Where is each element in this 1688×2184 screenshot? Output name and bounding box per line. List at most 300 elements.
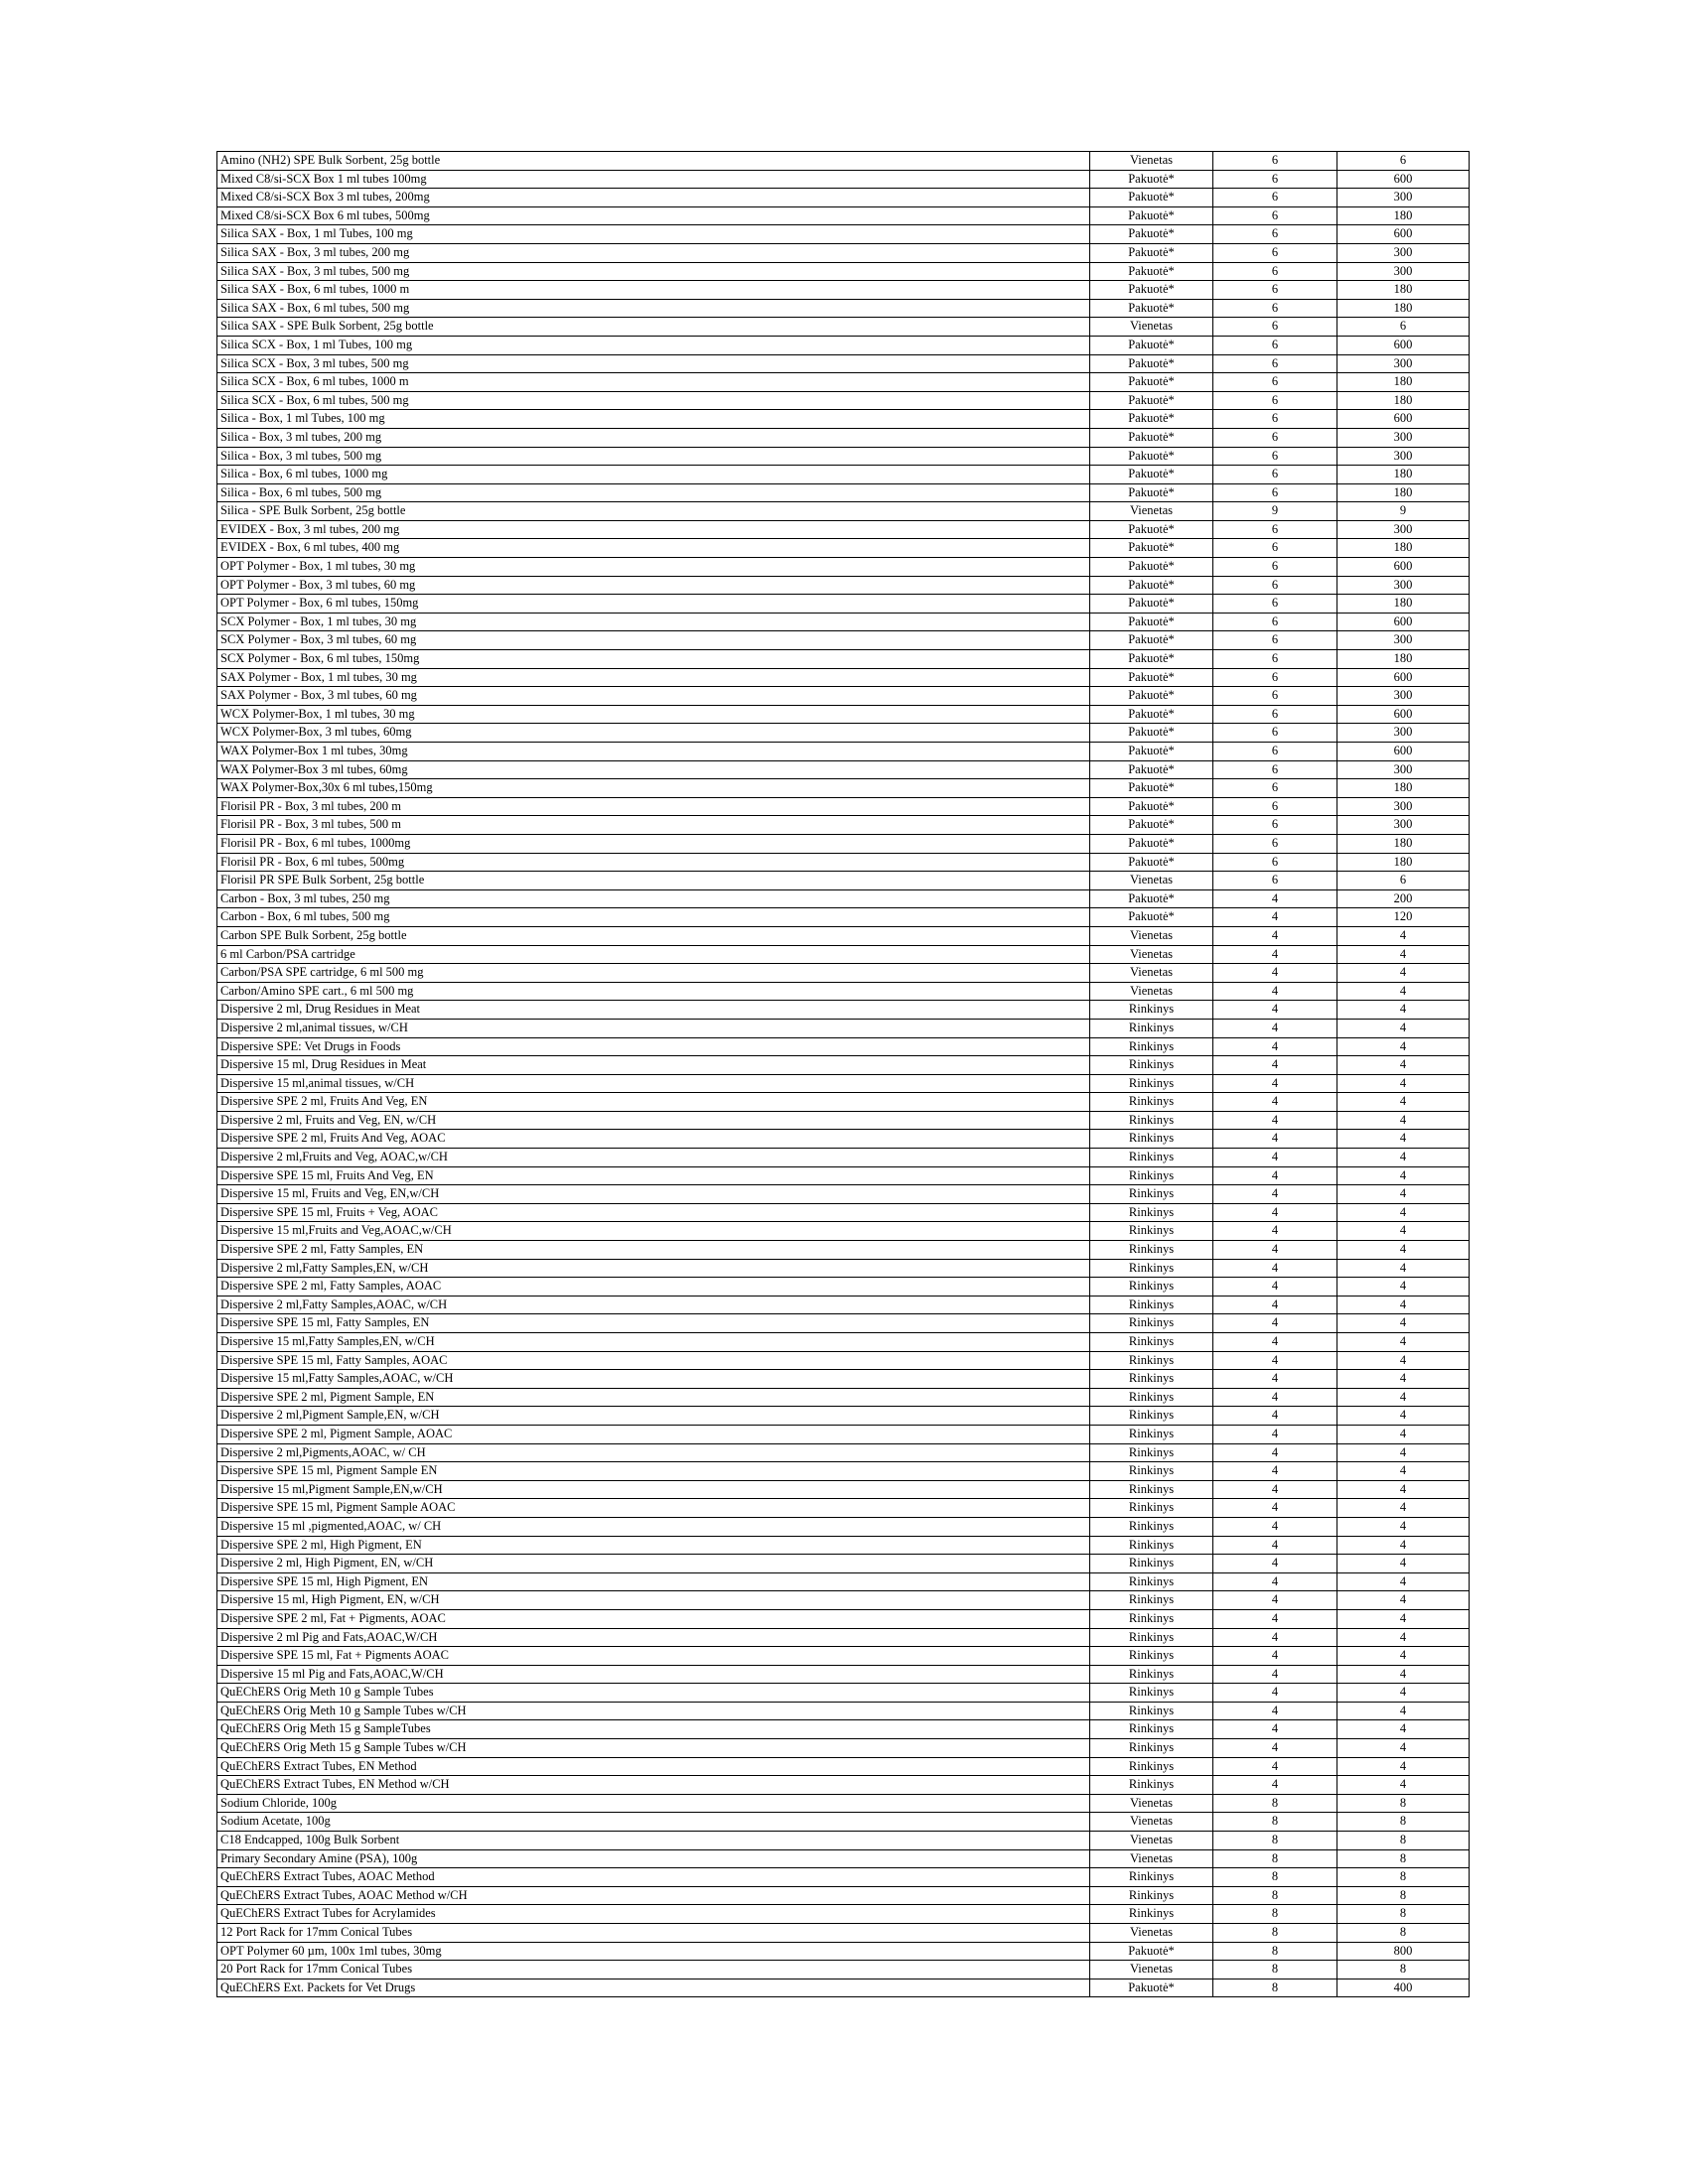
total-cell: 180	[1337, 281, 1470, 300]
quantity-cell: 6	[1213, 631, 1337, 650]
product-name-cell: Dispersive SPE 15 ml, Pigment Sample EN	[217, 1462, 1090, 1481]
unit-cell: Pakuotė*	[1090, 687, 1213, 706]
product-name-cell: Dispersive 15 ml Pig and Fats,AOAC,W/CH	[217, 1665, 1090, 1684]
unit-cell: Pakuotė*	[1090, 613, 1213, 631]
quantity-cell: 4	[1213, 1609, 1337, 1628]
table-row	[217, 1462, 1470, 1481]
total-cell: 8	[1337, 1924, 1470, 1943]
product-name-cell: OPT Polymer - Box, 6 ml tubes, 150mg	[217, 595, 1090, 614]
unit-cell: Vienetas	[1090, 502, 1213, 521]
table-row	[217, 1536, 1470, 1555]
product-name-cell: Silica - Box, 6 ml tubes, 1000 mg	[217, 466, 1090, 484]
unit-cell: Vienetas	[1090, 318, 1213, 337]
quantity-cell: 4	[1213, 1480, 1337, 1499]
table-row	[217, 520, 1470, 539]
quantity-cell: 4	[1213, 1517, 1337, 1536]
total-cell: 8	[1337, 1849, 1470, 1868]
unit-cell: Pakuotė*	[1090, 336, 1213, 354]
total-cell: 600	[1337, 170, 1470, 189]
product-name-cell: Silica SCX - Box, 3 ml tubes, 500 mg	[217, 354, 1090, 373]
quantity-cell: 4	[1213, 1333, 1337, 1352]
table-row	[217, 410, 1470, 429]
quantity-cell: 6	[1213, 225, 1337, 244]
total-cell: 600	[1337, 410, 1470, 429]
quantity-cell: 6	[1213, 576, 1337, 595]
table-row	[217, 281, 1470, 300]
quantity-cell: 4	[1213, 908, 1337, 927]
product-name-cell: Dispersive SPE 15 ml, Fatty Samples, AOAC	[217, 1351, 1090, 1370]
unit-cell: Vienetas	[1090, 926, 1213, 945]
total-cell: 180	[1337, 834, 1470, 853]
quantity-cell: 4	[1213, 1037, 1337, 1056]
unit-cell: Rinkinys	[1090, 1480, 1213, 1499]
product-name-cell: Dispersive SPE 2 ml, Fat + Pigments, AOAC	[217, 1609, 1090, 1628]
total-cell: 300	[1337, 816, 1470, 835]
quantity-cell: 8	[1213, 1868, 1337, 1887]
total-cell: 180	[1337, 853, 1470, 872]
table-row	[217, 816, 1470, 835]
quantity-cell: 6	[1213, 466, 1337, 484]
quantity-cell: 6	[1213, 447, 1337, 466]
total-cell: 4	[1337, 1665, 1470, 1684]
unit-cell: Rinkinys	[1090, 1241, 1213, 1260]
total-cell: 4	[1337, 1259, 1470, 1278]
unit-cell: Rinkinys	[1090, 1757, 1213, 1776]
total-cell: 4	[1337, 1333, 1470, 1352]
unit-cell: Rinkinys	[1090, 1370, 1213, 1389]
table-row	[217, 1111, 1470, 1130]
product-name-cell: WCX Polymer-Box, 1 ml tubes, 30 mg	[217, 705, 1090, 724]
product-name-cell: Mixed C8/si-SCX Box 1 ml tubes 100mg	[217, 170, 1090, 189]
product-name-cell: Florisil PR SPE Bulk Sorbent, 25g bottle	[217, 872, 1090, 890]
quantity-cell: 4	[1213, 1314, 1337, 1333]
quantity-cell: 6	[1213, 595, 1337, 614]
total-cell: 4	[1337, 1370, 1470, 1389]
product-name-cell: Silica SAX - Box, 3 ml tubes, 200 mg	[217, 243, 1090, 262]
quantity-cell: 4	[1213, 982, 1337, 1001]
product-name-cell: Dispersive SPE 2 ml, Fatty Samples, EN	[217, 1241, 1090, 1260]
product-name-cell: Florisil PR - Box, 6 ml tubes, 1000mg	[217, 834, 1090, 853]
total-cell: 180	[1337, 779, 1470, 798]
product-name-cell: Silica - Box, 3 ml tubes, 500 mg	[217, 447, 1090, 466]
product-name-cell: WCX Polymer-Box, 3 ml tubes, 60mg	[217, 724, 1090, 743]
unit-cell: Pakuotė*	[1090, 170, 1213, 189]
unit-cell: Pakuotė*	[1090, 447, 1213, 466]
table-row	[217, 1425, 1470, 1443]
quantity-cell: 8	[1213, 1832, 1337, 1850]
product-name-cell: Silica SAX - Box, 6 ml tubes, 500 mg	[217, 299, 1090, 318]
total-cell: 300	[1337, 447, 1470, 466]
product-name-cell: Dispersive SPE 15 ml, High Pigment, EN	[217, 1572, 1090, 1591]
unit-cell: Vienetas	[1090, 1961, 1213, 1979]
quantity-cell: 8	[1213, 1794, 1337, 1813]
product-name-cell: QuEChERS Extract Tubes, AOAC Method	[217, 1868, 1090, 1887]
table-row	[217, 189, 1470, 207]
unit-cell: Vienetas	[1090, 964, 1213, 983]
total-cell: 180	[1337, 539, 1470, 558]
quantity-cell: 6	[1213, 410, 1337, 429]
total-cell: 300	[1337, 262, 1470, 281]
total-cell: 8	[1337, 1886, 1470, 1905]
total-cell: 300	[1337, 243, 1470, 262]
unit-cell: Pakuotė*	[1090, 391, 1213, 410]
unit-cell: Vienetas	[1090, 1813, 1213, 1832]
table-row	[217, 779, 1470, 798]
product-name-cell: Dispersive 15 ml,Pigment Sample,EN,w/CH	[217, 1480, 1090, 1499]
table-row	[217, 687, 1470, 706]
product-name-cell: Dispersive 2 ml, Drug Residues in Meat	[217, 1001, 1090, 1020]
product-name-cell: Carbon/PSA SPE cartridge, 6 ml 500 mg	[217, 964, 1090, 983]
total-cell: 4	[1337, 1425, 1470, 1443]
table-row	[217, 1203, 1470, 1222]
quantity-cell: 6	[1213, 760, 1337, 779]
unit-cell: Pakuotė*	[1090, 779, 1213, 798]
total-cell: 300	[1337, 520, 1470, 539]
table-row	[217, 1665, 1470, 1684]
quantity-cell: 6	[1213, 206, 1337, 225]
table-row	[217, 1720, 1470, 1739]
unit-cell: Pakuotė*	[1090, 760, 1213, 779]
total-cell: 4	[1337, 1203, 1470, 1222]
product-name-cell: Dispersive SPE 2 ml, Pigment Sample, AOAC	[217, 1425, 1090, 1443]
product-name-cell: 6 ml Carbon/PSA cartridge	[217, 945, 1090, 964]
product-name-cell: Dispersive SPE 2 ml, Fatty Samples, AOAC	[217, 1278, 1090, 1297]
total-cell: 8	[1337, 1813, 1470, 1832]
unit-cell: Rinkinys	[1090, 1868, 1213, 1887]
quantity-cell: 4	[1213, 1185, 1337, 1204]
product-name-cell: Sodium Acetate, 100g	[217, 1813, 1090, 1832]
total-cell: 300	[1337, 724, 1470, 743]
total-cell: 4	[1337, 1111, 1470, 1130]
product-name-cell: Silica - Box, 6 ml tubes, 500 mg	[217, 483, 1090, 502]
total-cell: 600	[1337, 743, 1470, 761]
quantity-cell: 6	[1213, 373, 1337, 392]
unit-cell: Pakuotė*	[1090, 410, 1213, 429]
unit-cell: Rinkinys	[1090, 1886, 1213, 1905]
quantity-cell: 4	[1213, 1074, 1337, 1093]
product-name-cell: Dispersive 15 ml ,pigmented,AOAC, w/ CH	[217, 1517, 1090, 1536]
quantity-cell: 4	[1213, 1720, 1337, 1739]
table-row	[217, 853, 1470, 872]
total-cell: 180	[1337, 299, 1470, 318]
total-cell: 200	[1337, 889, 1470, 908]
total-cell: 180	[1337, 650, 1470, 669]
total-cell: 600	[1337, 336, 1470, 354]
quantity-cell: 4	[1213, 889, 1337, 908]
product-name-cell: Dispersive SPE 15 ml, Fatty Samples, EN	[217, 1314, 1090, 1333]
table-row	[217, 1924, 1470, 1943]
quantity-cell: 6	[1213, 834, 1337, 853]
product-name-cell: QuEChERS Orig Meth 10 g Sample Tubes w/CH	[217, 1702, 1090, 1720]
total-cell: 4	[1337, 1499, 1470, 1518]
quantity-cell: 6	[1213, 520, 1337, 539]
product-name-cell: 20 Port Rack for 17mm Conical Tubes	[217, 1961, 1090, 1979]
total-cell: 4	[1337, 1591, 1470, 1610]
product-name-cell: Mixed C8/si-SCX Box 3 ml tubes, 200mg	[217, 189, 1090, 207]
unit-cell: Pakuotė*	[1090, 743, 1213, 761]
table-row	[217, 1905, 1470, 1924]
table-row	[217, 1093, 1470, 1112]
product-name-cell: SCX Polymer - Box, 1 ml tubes, 30 mg	[217, 613, 1090, 631]
table-row	[217, 1739, 1470, 1758]
unit-cell: Rinkinys	[1090, 1203, 1213, 1222]
unit-cell: Pakuotė*	[1090, 539, 1213, 558]
product-name-cell: Dispersive 2 ml,animal tissues, w/CH	[217, 1019, 1090, 1037]
unit-cell: Pakuotė*	[1090, 908, 1213, 927]
product-name-cell: Dispersive SPE 2 ml, High Pigment, EN	[217, 1536, 1090, 1555]
product-name-cell: Dispersive 15 ml, High Pigment, EN, w/CH	[217, 1591, 1090, 1610]
product-name-cell: QuEChERS Ext. Packets for Vet Drugs	[217, 1979, 1090, 1997]
table-row	[217, 1684, 1470, 1703]
table-row	[217, 1407, 1470, 1426]
unit-cell: Vienetas	[1090, 1924, 1213, 1943]
unit-cell: Rinkinys	[1090, 1056, 1213, 1075]
table-row	[217, 1979, 1470, 1997]
quantity-cell: 6	[1213, 336, 1337, 354]
product-name-cell: Florisil PR - Box, 3 ml tubes, 500 m	[217, 816, 1090, 835]
quantity-cell: 4	[1213, 1536, 1337, 1555]
quantity-cell: 4	[1213, 1499, 1337, 1518]
total-cell: 6	[1337, 872, 1470, 890]
product-name-cell: Silica SCX - Box, 6 ml tubes, 500 mg	[217, 391, 1090, 410]
unit-cell: Pakuotė*	[1090, 853, 1213, 872]
unit-cell: Rinkinys	[1090, 1591, 1213, 1610]
quantity-cell: 8	[1213, 1979, 1337, 1997]
quantity-cell: 8	[1213, 1849, 1337, 1868]
unit-cell: Rinkinys	[1090, 1278, 1213, 1297]
total-cell: 600	[1337, 558, 1470, 577]
unit-cell: Rinkinys	[1090, 1647, 1213, 1666]
unit-cell: Rinkinys	[1090, 1776, 1213, 1795]
product-name-cell: Dispersive 2 ml,Fruits and Veg, AOAC,w/CH	[217, 1149, 1090, 1167]
table-row	[217, 1278, 1470, 1297]
quantity-cell: 4	[1213, 1296, 1337, 1314]
product-name-cell: Dispersive SPE 2 ml, Fruits And Veg, EN	[217, 1093, 1090, 1112]
quantity-cell: 4	[1213, 1166, 1337, 1185]
product-name-cell: WAX Polymer-Box,30x 6 ml tubes,150mg	[217, 779, 1090, 798]
quantity-cell: 6	[1213, 299, 1337, 318]
unit-cell: Pakuotė*	[1090, 797, 1213, 816]
product-name-cell: Dispersive 15 ml,Fatty Samples,EN, w/CH	[217, 1333, 1090, 1352]
quantity-cell: 4	[1213, 1739, 1337, 1758]
product-name-cell: QuEChERS Extract Tubes for Acrylamides	[217, 1905, 1090, 1924]
unit-cell: Rinkinys	[1090, 1720, 1213, 1739]
quantity-cell: 6	[1213, 189, 1337, 207]
table-row	[217, 1628, 1470, 1647]
table-row	[217, 428, 1470, 447]
table-row	[217, 743, 1470, 761]
product-name-cell: Dispersive SPE 2 ml, Fruits And Veg, AOAC	[217, 1130, 1090, 1149]
product-name-cell: Carbon SPE Bulk Sorbent, 25g bottle	[217, 926, 1090, 945]
table-row	[217, 243, 1470, 262]
unit-cell: Pakuotė*	[1090, 724, 1213, 743]
quantity-cell: 6	[1213, 853, 1337, 872]
unit-cell: Pakuotė*	[1090, 595, 1213, 614]
table-row	[217, 466, 1470, 484]
product-name-cell: Dispersive SPE 15 ml, Fruits + Veg, AOAC	[217, 1203, 1090, 1222]
total-cell: 4	[1337, 1517, 1470, 1536]
product-name-cell: Dispersive 2 ml Pig and Fats,AOAC,W/CH	[217, 1628, 1090, 1647]
product-name-cell: Carbon - Box, 6 ml tubes, 500 mg	[217, 908, 1090, 927]
product-name-cell: Dispersive 2 ml,Fatty Samples,AOAC, w/CH	[217, 1296, 1090, 1314]
quantity-cell: 4	[1213, 1001, 1337, 1020]
product-name-cell: QuEChERS Extract Tubes, EN Method	[217, 1757, 1090, 1776]
quantity-cell: 4	[1213, 1555, 1337, 1573]
quantity-cell: 6	[1213, 743, 1337, 761]
quantity-cell: 4	[1213, 945, 1337, 964]
quantity-cell: 4	[1213, 1757, 1337, 1776]
table-row	[217, 206, 1470, 225]
table-row	[217, 1609, 1470, 1628]
quantity-cell: 6	[1213, 428, 1337, 447]
table-row	[217, 1832, 1470, 1850]
unit-cell: Pakuotė*	[1090, 189, 1213, 207]
product-name-cell: Dispersive SPE: Vet Drugs in Foods	[217, 1037, 1090, 1056]
table-row	[217, 447, 1470, 466]
product-name-cell: EVIDEX - Box, 6 ml tubes, 400 mg	[217, 539, 1090, 558]
product-name-cell: Silica SAX - Box, 1 ml Tubes, 100 mg	[217, 225, 1090, 244]
product-name-cell: Primary Secondary Amine (PSA), 100g	[217, 1849, 1090, 1868]
total-cell: 4	[1337, 945, 1470, 964]
unit-cell: Rinkinys	[1090, 1407, 1213, 1426]
product-name-cell: C18 Endcapped, 100g Bulk Sorbent	[217, 1832, 1090, 1850]
table-row	[217, 872, 1470, 890]
unit-cell: Vienetas	[1090, 945, 1213, 964]
total-cell: 4	[1337, 1684, 1470, 1703]
unit-cell: Pakuotė*	[1090, 668, 1213, 687]
quantity-cell: 6	[1213, 391, 1337, 410]
quantity-cell: 6	[1213, 483, 1337, 502]
product-name-cell: Silica SAX - Box, 3 ml tubes, 500 mg	[217, 262, 1090, 281]
total-cell: 4	[1337, 1443, 1470, 1462]
total-cell: 4	[1337, 1019, 1470, 1037]
quantity-cell: 4	[1213, 1351, 1337, 1370]
table-row	[217, 1813, 1470, 1832]
unit-cell: Pakuotė*	[1090, 705, 1213, 724]
total-cell: 4	[1337, 1628, 1470, 1647]
unit-cell: Rinkinys	[1090, 1037, 1213, 1056]
table-row	[217, 1572, 1470, 1591]
product-name-cell: Carbon - Box, 3 ml tubes, 250 mg	[217, 889, 1090, 908]
total-cell: 4	[1337, 1314, 1470, 1333]
product-table	[216, 151, 1470, 1997]
unit-cell: Vienetas	[1090, 1832, 1213, 1850]
unit-cell: Vienetas	[1090, 1849, 1213, 1868]
product-name-cell: QuEChERS Orig Meth 15 g Sample Tubes w/CH	[217, 1739, 1090, 1758]
unit-cell: Pakuotė*	[1090, 262, 1213, 281]
product-name-cell: SAX Polymer - Box, 1 ml tubes, 30 mg	[217, 668, 1090, 687]
total-cell: 300	[1337, 631, 1470, 650]
product-name-cell: Silica SCX - Box, 6 ml tubes, 1000 m	[217, 373, 1090, 392]
total-cell: 4	[1337, 1278, 1470, 1297]
unit-cell: Vienetas	[1090, 872, 1213, 890]
table-row	[217, 1776, 1470, 1795]
unit-cell: Rinkinys	[1090, 1074, 1213, 1093]
total-cell: 4	[1337, 1222, 1470, 1241]
quantity-cell: 8	[1213, 1961, 1337, 1979]
unit-cell: Rinkinys	[1090, 1684, 1213, 1703]
quantity-cell: 6	[1213, 243, 1337, 262]
unit-cell: Pakuotė*	[1090, 225, 1213, 244]
product-name-cell: Dispersive 2 ml,Pigment Sample,EN, w/CH	[217, 1407, 1090, 1426]
product-name-cell: Dispersive SPE 15 ml, Pigment Sample AOAC	[217, 1499, 1090, 1518]
quantity-cell: 4	[1213, 1388, 1337, 1407]
product-name-cell: Florisil PR - Box, 6 ml tubes, 500mg	[217, 853, 1090, 872]
quantity-cell: 4	[1213, 1278, 1337, 1297]
product-name-cell: SAX Polymer - Box, 3 ml tubes, 60 mg	[217, 687, 1090, 706]
total-cell: 4	[1337, 1555, 1470, 1573]
table-row	[217, 834, 1470, 853]
unit-cell: Rinkinys	[1090, 1572, 1213, 1591]
total-cell: 4	[1337, 1407, 1470, 1426]
unit-cell: Pakuotė*	[1090, 889, 1213, 908]
product-name-cell: EVIDEX - Box, 3 ml tubes, 200 mg	[217, 520, 1090, 539]
total-cell: 4	[1337, 1462, 1470, 1481]
total-cell: 180	[1337, 373, 1470, 392]
unit-cell: Pakuotė*	[1090, 281, 1213, 300]
table-row	[217, 613, 1470, 631]
quantity-cell: 6	[1213, 816, 1337, 835]
product-name-cell: Dispersive 2 ml, Fruits and Veg, EN, w/CH	[217, 1111, 1090, 1130]
total-cell: 4	[1337, 1130, 1470, 1149]
quantity-cell: 4	[1213, 964, 1337, 983]
table-row	[217, 926, 1470, 945]
table-row	[217, 982, 1470, 1001]
product-name-cell: Silica - Box, 1 ml Tubes, 100 mg	[217, 410, 1090, 429]
total-cell: 4	[1337, 1093, 1470, 1112]
quantity-cell: 4	[1213, 1370, 1337, 1389]
table-row	[217, 1443, 1470, 1462]
product-name-cell: Silica SCX - Box, 1 ml Tubes, 100 mg	[217, 336, 1090, 354]
table-row	[217, 650, 1470, 669]
table-row	[217, 1185, 1470, 1204]
table-row	[217, 1757, 1470, 1776]
table-row	[217, 760, 1470, 779]
quantity-cell: 4	[1213, 1591, 1337, 1610]
total-cell: 8	[1337, 1832, 1470, 1850]
unit-cell: Rinkinys	[1090, 1499, 1213, 1518]
total-cell: 4	[1337, 1001, 1470, 1020]
product-name-cell: QuEChERS Orig Meth 10 g Sample Tubes	[217, 1684, 1090, 1703]
total-cell: 4	[1337, 1572, 1470, 1591]
unit-cell: Pakuotė*	[1090, 373, 1213, 392]
total-cell: 4	[1337, 1296, 1470, 1314]
table-row	[217, 1314, 1470, 1333]
unit-cell: Rinkinys	[1090, 1555, 1213, 1573]
product-name-cell: Mixed C8/si-SCX Box 6 ml tubes, 500mg	[217, 206, 1090, 225]
total-cell: 600	[1337, 225, 1470, 244]
total-cell: 4	[1337, 1702, 1470, 1720]
total-cell: 180	[1337, 206, 1470, 225]
total-cell: 4	[1337, 964, 1470, 983]
total-cell: 4	[1337, 1037, 1470, 1056]
table-row	[217, 318, 1470, 337]
table-row	[217, 1370, 1470, 1389]
unit-cell: Vienetas	[1090, 1794, 1213, 1813]
unit-cell: Pakuotė*	[1090, 650, 1213, 669]
total-cell: 180	[1337, 466, 1470, 484]
product-name-cell: QuEChERS Orig Meth 15 g SampleTubes	[217, 1720, 1090, 1739]
quantity-cell: 4	[1213, 1130, 1337, 1149]
unit-cell: Rinkinys	[1090, 1296, 1213, 1314]
quantity-cell: 4	[1213, 1259, 1337, 1278]
total-cell: 400	[1337, 1979, 1470, 1997]
quantity-cell: 4	[1213, 1149, 1337, 1167]
total-cell: 4	[1337, 1757, 1470, 1776]
quantity-cell: 4	[1213, 1462, 1337, 1481]
total-cell: 4	[1337, 926, 1470, 945]
table-row	[217, 705, 1470, 724]
